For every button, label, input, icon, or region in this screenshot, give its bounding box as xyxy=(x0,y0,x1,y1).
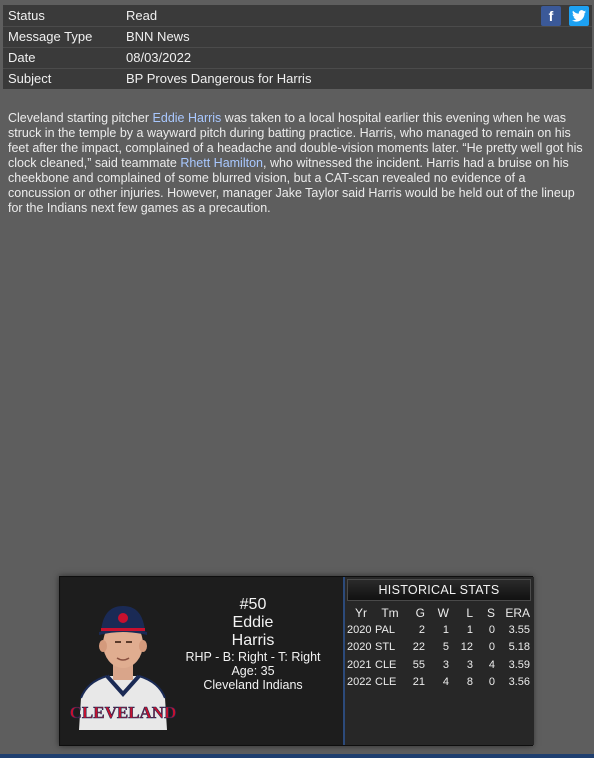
facebook-icon[interactable] xyxy=(541,6,561,26)
stat-saves: 0 xyxy=(488,641,495,654)
subject-label: Subject xyxy=(8,71,52,86)
player-bats-throws: RHP - B: Right - T: Right xyxy=(185,650,321,664)
stats-header-row xyxy=(347,604,530,621)
bottom-accent-bar xyxy=(0,754,594,758)
historical-stats-title: HISTORICAL STATS xyxy=(347,579,531,601)
stat-era: 3.56 xyxy=(508,676,530,689)
table-row xyxy=(347,674,530,692)
stat-losses: 12 xyxy=(460,641,473,654)
status-value: Read xyxy=(126,8,158,23)
player-portrait[interactable] xyxy=(69,598,177,730)
column-header-l[interactable]: L xyxy=(466,605,473,620)
jersey-lettering: CLEVELAND xyxy=(69,703,177,722)
message-type-label: Message Type xyxy=(8,29,93,44)
stat-wins: 3 xyxy=(442,658,449,671)
player-first-name: Eddie xyxy=(232,614,274,631)
date-value: 08/03/2022 xyxy=(126,50,192,65)
player-card xyxy=(59,576,533,746)
subject-value: BP Proves Dangerous for Harris xyxy=(126,71,312,86)
stat-wins: 4 xyxy=(442,676,449,689)
stat-team: CLE xyxy=(375,676,397,689)
stat-team: CLE xyxy=(375,658,397,671)
table-row xyxy=(347,656,530,674)
column-header-w[interactable]: W xyxy=(437,605,449,620)
player-last-name: Harris xyxy=(231,632,275,649)
column-header-tm[interactable]: Tm xyxy=(381,605,399,620)
stat-team: PAL xyxy=(375,623,395,636)
twitter-bird-glyph xyxy=(572,10,586,22)
stat-year: 2020 xyxy=(347,623,372,636)
historical-stats-table xyxy=(347,604,530,691)
stat-games: 2 xyxy=(418,623,425,636)
column-header-yr[interactable]: Yr xyxy=(355,605,367,620)
column-header-era[interactable]: ERA xyxy=(505,605,530,620)
stat-losses: 8 xyxy=(466,676,473,689)
stat-games: 21 xyxy=(412,676,425,689)
stat-year: 2020 xyxy=(347,641,372,654)
table-row xyxy=(347,639,530,657)
article-text: was taken to a local hospital earlier this evening when he was struck in the temple by a wayward pitch during batting practice. Harris, who managed to remain on his feet after the impact, complained of a headache and double-vision moments later. “He pretty well got his clock cleaned,” said teammate xyxy=(8,111,583,170)
stat-saves: 4 xyxy=(488,658,495,671)
stat-era: 5.18 xyxy=(508,641,530,654)
stat-saves: 0 xyxy=(488,623,495,636)
player-age: Age: 35 xyxy=(231,664,275,678)
message-header xyxy=(3,5,592,89)
player-info-panel xyxy=(61,578,342,744)
stat-losses: 1 xyxy=(466,623,473,636)
stat-era: 3.59 xyxy=(508,658,530,671)
stat-year: 2021 xyxy=(347,658,372,671)
player-link-eddie-harris[interactable]: Eddie Harris xyxy=(152,111,222,125)
status-label: Status xyxy=(8,8,45,23)
historical-stats-panel xyxy=(343,577,534,745)
article-text: Cleveland starting pitcher xyxy=(8,111,153,125)
article-body xyxy=(8,111,586,216)
stat-era: 3.55 xyxy=(508,623,530,636)
twitter-icon[interactable] xyxy=(569,6,589,26)
stat-wins: 5 xyxy=(442,641,449,654)
stat-saves: 0 xyxy=(488,676,495,689)
player-details xyxy=(173,596,333,692)
date-label: Date xyxy=(8,50,36,65)
stat-team: STL xyxy=(375,641,396,654)
column-header-g[interactable]: G xyxy=(415,605,425,620)
article-text: , who witnessed the incident. Harris had a bruise on his cheekbone and complained of some blurred vision, but a CAT-scan revealed no evidence of a concussion or other injuries. However, manager Jake Taylor said Harris would be held out of the lineup for the Indians next few games as a precaution. xyxy=(8,156,575,215)
message-type-value: BNN News xyxy=(126,29,190,44)
table-row xyxy=(347,621,530,639)
column-header-s[interactable]: S xyxy=(486,605,495,620)
stat-losses: 3 xyxy=(466,658,473,671)
stat-games: 22 xyxy=(412,641,425,654)
player-link-rhett-hamilton[interactable]: Rhett Hamilton xyxy=(180,156,263,170)
stat-games: 55 xyxy=(412,658,425,671)
player-number: #50 xyxy=(239,596,267,613)
player-team: Cleveland Indians xyxy=(203,678,303,692)
stat-wins: 1 xyxy=(442,623,449,636)
facebook-glyph: f xyxy=(548,8,554,24)
stat-year: 2022 xyxy=(347,676,372,689)
